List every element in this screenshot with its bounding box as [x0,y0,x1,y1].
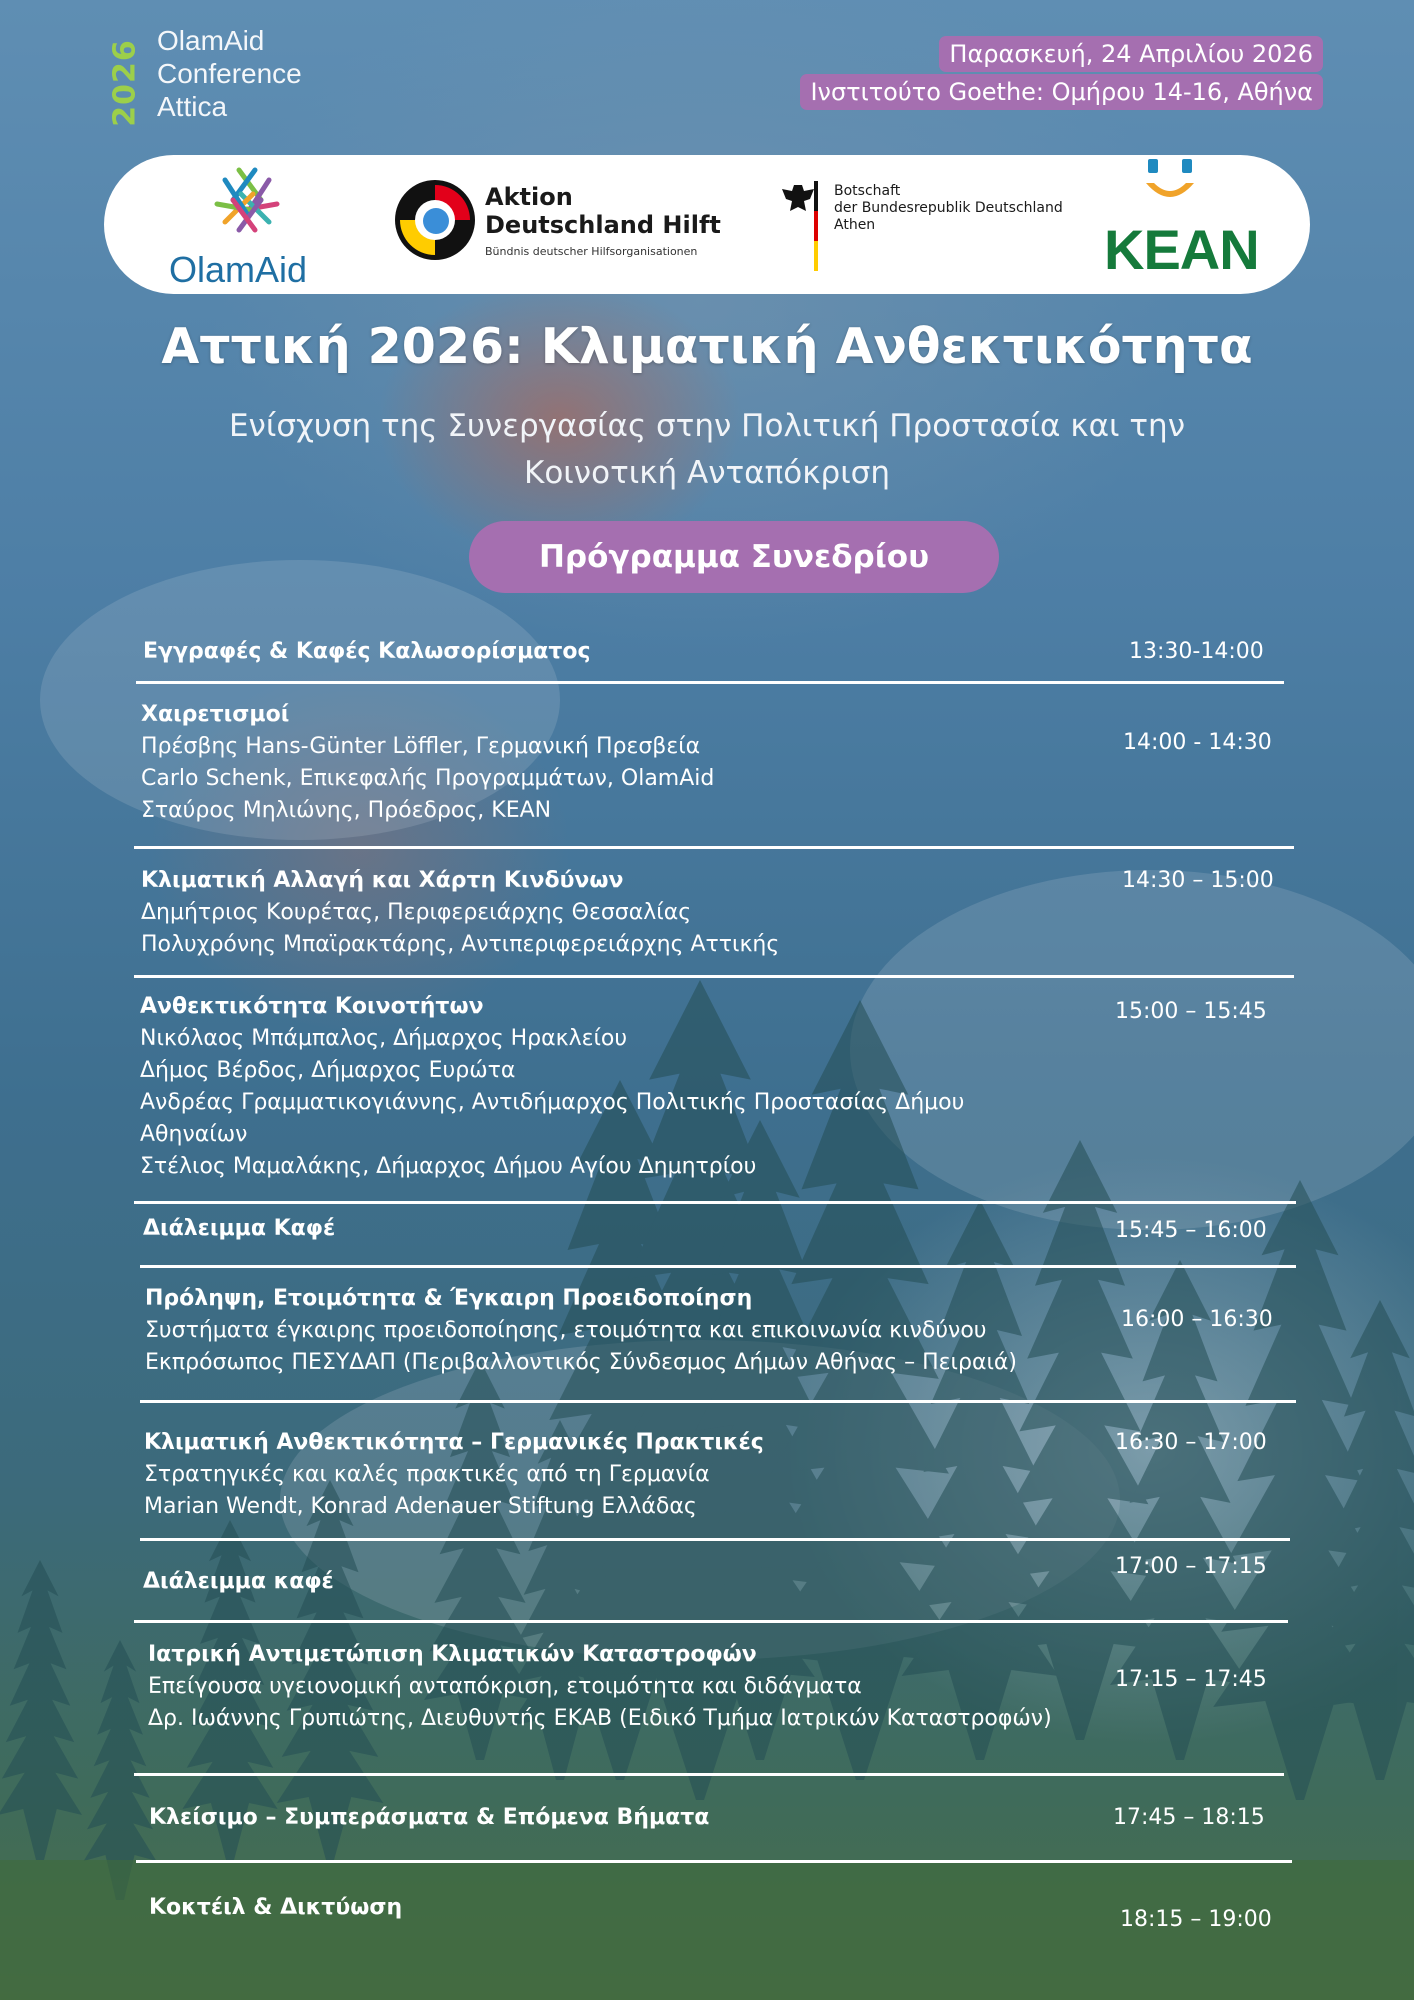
embassy-logo-text [834,183,1063,234]
item-time: 14:30 – 15:00 [1122,868,1274,893]
item-time: 16:00 – 16:30 [1121,1307,1273,1332]
divider [136,1860,1292,1863]
item-line: Στρατηγικές και καλές πρακτικές από τη Γερμανία [144,1462,710,1487]
item-line: Πολυχρόνης Μπαϊρακτάρης, Αντιπεριφερειάρχης Αττικής [141,932,780,957]
embassy-line: Botschaft [834,183,901,199]
item-line: Συστήματα έγκαιρης προειδοποίησης, ετοιμότητα και επικοινωνία κινδύνου [145,1318,987,1343]
item-title: Ιατρική Αντιμετώπιση Κλιματικών Καταστροφών [148,1642,757,1667]
item-time: 13:30-14:00 [1129,639,1264,664]
item-time: 17:15 – 17:45 [1115,1667,1267,1692]
program-heading: Πρόγραμμα Συνεδρίου [469,521,999,593]
date-badge: Παρασκευή, 24 Απριλίου 2026 [939,36,1323,72]
divider [134,1620,1288,1623]
item-time: 15:00 – 15:45 [1115,999,1267,1024]
item-title: Κλείσιμο – Συμπεράσματα & Επόμενα Βήματα [149,1805,710,1830]
item-title: Κλιματική Αλλαγή και Χάρτη Κινδύνων [141,868,624,893]
item-line: Πρέσβης Hans-Günter Löffler, Γερμανική Πρεσβεία [141,734,701,759]
item-line: Δρ. Ιωάννης Γρυπιώτης, Διευθυντής ΕΚΑΒ (Ειδικό Τμήμα Ιατρικών Καταστροφών) [148,1706,1052,1731]
schedule-item [140,991,964,1183]
item-title: Διάλειμμα καφέ [143,1569,334,1594]
item-title: Διάλειμμα Καφέ [143,1216,336,1241]
kean-logo-text: KEAN [1104,218,1259,281]
item-title: Κοκτέιλ & Δικτύωση [149,1895,403,1920]
item-line: Νικόλαος Μπάμπαλος, Δήμαρχος Ηρακλείου [140,1026,628,1051]
schedule-item [149,1892,402,1924]
adh-title-line: Deutschland Hilft [485,211,721,239]
subtitle-line: Κοινοτική Ανταπόκριση [524,455,890,491]
item-line: Εκπρόσωπος ΠΕΣΥΔΑΠ (Περιβαλλοντικός Σύνδεσμος Δήμων Αθήνας – Πειραιά) [145,1350,1017,1375]
kean-logo-icon [1140,159,1200,217]
item-time: 16:30 – 17:00 [1115,1430,1267,1455]
adh-logo-title [485,183,721,239]
german-eagle-icon [778,181,818,273]
schedule-item [143,636,591,668]
year-vertical [108,40,142,126]
tree-silhouette [0,1560,82,1860]
divider [140,1400,1296,1403]
item-line: Ανδρέας Γραμματικογιάννης, Αντιδήμαρχος Πολιτικής Προστασίας Δήμου [140,1090,965,1115]
item-time: 14:00 - 14:30 [1123,730,1272,755]
item-line: Δήμος Βέρδος, Δήμαρχος Ευρώτα [140,1058,516,1083]
conference-name-line: OlamAid [157,25,265,56]
item-title: Ανθεκτικότητα Κοινοτήτων [140,994,484,1019]
olamaid-logo-text: OlamAid [169,249,308,290]
divider [134,1201,1296,1204]
year-text: 2026 [107,39,143,127]
schedule-item [145,1283,1017,1379]
adh-logo-subtitle: Bündnis deutscher Hilfsorganisationen [485,245,698,258]
divider [140,1265,1296,1268]
schedule-item [143,1213,335,1245]
item-time: 18:15 – 19:00 [1120,1907,1272,1932]
item-line: Marian Wendt, Konrad Adenauer Stiftung Ελλάδας [144,1494,697,1519]
item-line: Αθηναίων [140,1122,248,1147]
adh-title-line: Aktion [485,183,573,211]
divider [136,681,1284,684]
conference-name-line: Conference [157,58,302,89]
page-title: Αττική 2026: Κλιματική Ανθεκτικότητα [161,318,1253,375]
divider [134,1773,1284,1776]
divider [134,975,1294,978]
conference-name-line: Attica [157,91,228,122]
item-title: Κλιματική Ανθεκτικότητα – Γερμανικές Πρακτικές [144,1430,764,1455]
schedule-item [148,1639,1052,1735]
item-line: Carlo Schenk, Επικεφαλής Προγραμμάτων, OlamAid [141,766,715,791]
schedule-item [143,1566,334,1598]
item-line: Επείγουσα υγειονομική ανταπόκριση, ετοιμότητα και διδάγματα [148,1674,862,1699]
embassy-line: Athen [834,217,876,233]
schedule-item [144,1427,764,1523]
item-time: 17:00 – 17:15 [1115,1554,1267,1579]
item-line: Δημήτριος Κουρέτας, Περιφερειάρχης Θεσσαλίας [141,900,692,925]
page-subtitle [207,403,1207,497]
divider [134,846,1294,849]
embassy-line: der Bundesrepublik Deutschland [834,200,1063,216]
item-title: Εγγραφές & Καφές Καλωσορίσματος [143,639,591,664]
schedule-item [149,1802,709,1834]
item-line: Στέλιος Μαμαλάκης, Δήμαρχος Δήμου Αγίου Δημητρίου [140,1154,757,1179]
schedule-item [141,865,779,961]
item-time: 17:45 – 18:15 [1113,1805,1265,1830]
venue-badge: Ινστιτούτο Goethe: Ομήρου 14-16, Αθήνα [800,74,1323,110]
item-title: Χαιρετισμοί [141,702,290,727]
divider [140,1538,1290,1541]
item-time: 15:45 – 16:00 [1115,1218,1267,1243]
subtitle-line: Ενίσχυση της Συνεργασίας στην Πολιτική Προστασία και την [228,408,1186,444]
item-line: Σταύρος Μηλιώνης, Πρόεδρος, ΚΕΑΝ [141,798,552,823]
item-title: Πρόληψη, Ετοιμότητα & Έγκαιρη Προειδοποίηση [145,1286,753,1311]
partner-logo-bar [104,155,1310,294]
schedule-item [141,699,714,827]
adh-logo-icon [392,177,478,263]
olamaid-logo-icon [210,163,284,237]
conference-name [157,24,302,123]
